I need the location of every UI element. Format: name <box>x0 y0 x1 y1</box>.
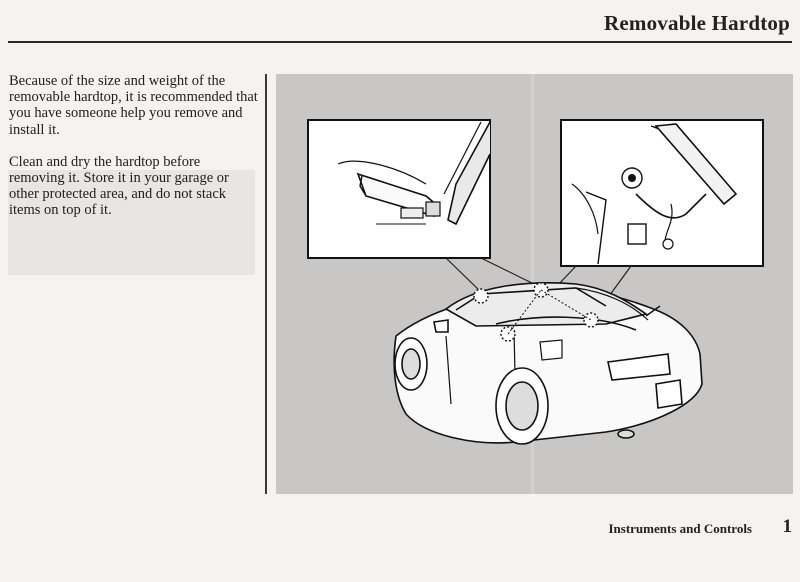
page-number: 1 <box>782 516 792 537</box>
body-paragraph-1: Because of the size and weight of the removable hardtop, it is recommended that you have someone help you remove and install it. <box>9 73 258 138</box>
page-title: Removable Hardtop <box>604 11 790 35</box>
hardtop-illustration <box>276 74 793 494</box>
right-inset-detail <box>561 120 763 266</box>
car-hardtop-drawing <box>276 74 793 494</box>
footer-section-label: Instruments and Controls <box>608 521 752 536</box>
header-rule <box>8 41 792 43</box>
left-inset-detail <box>308 120 490 258</box>
column-divider <box>265 74 267 494</box>
body-paragraph-2: Clean and dry the hardtop before removing it. Store it in your garage or other protected area, and do not stack items on top of it. <box>9 153 229 219</box>
body-text-column <box>9 73 259 235</box>
car-body <box>394 283 702 444</box>
